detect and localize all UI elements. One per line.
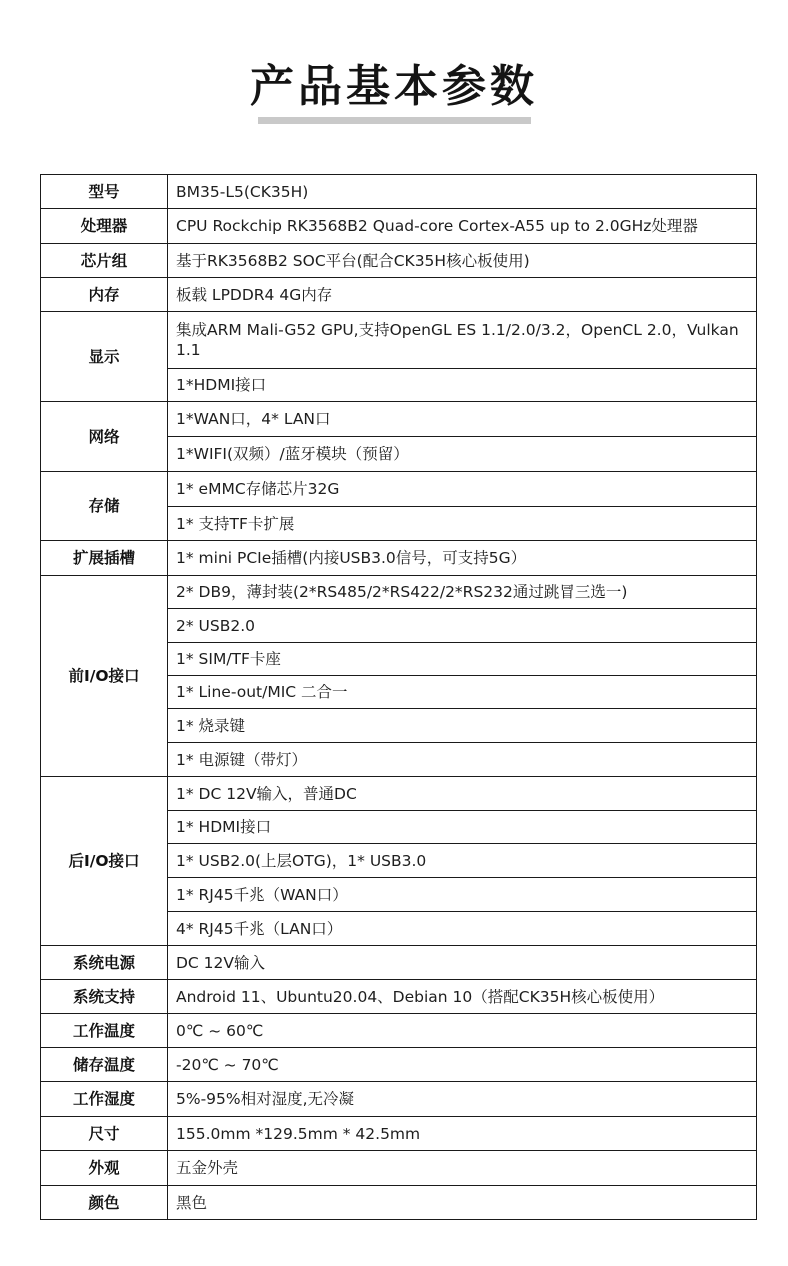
row-value: -20℃ ~ 70℃ (168, 1048, 757, 1082)
row-label: 工作湿度 (41, 1082, 168, 1117)
title-container (0, 58, 788, 116)
row-label: 存储 (41, 472, 168, 541)
table-row (41, 576, 757, 609)
row-value: 集成ARM Mali-G52 GPU,支持OpenGL ES 1.1/2.0/3.2，OpenCL 2.0，Vulkan 1.1 (168, 312, 757, 369)
row-value: 1*WIFI(双频）/蓝牙模块（预留） (168, 437, 757, 472)
row-label: 储存温度 (41, 1048, 168, 1082)
table-row (41, 946, 757, 980)
table-row (41, 1151, 757, 1186)
table-row (41, 1082, 757, 1117)
row-value: Android 11、Ubuntu20.04、Debian 10（搭配CK35H核心板使用） (168, 980, 757, 1014)
table-row (41, 980, 757, 1014)
table-row (41, 175, 757, 209)
row-value: 五金外壳 (168, 1151, 757, 1186)
spec-table (40, 174, 757, 1220)
row-value: 基于RK3568B2 SOC平台(配合CK35H核心板使用) (168, 244, 757, 278)
row-label: 系统支持 (41, 980, 168, 1014)
row-value: 1* 支持TF卡扩展 (168, 507, 757, 541)
row-label: 显示 (41, 312, 168, 402)
row-value: 1* DC 12V输入，普通DC (168, 777, 757, 811)
row-value: 1* RJ45千兆（WAN口） (168, 878, 757, 912)
row-value: DC 12V输入 (168, 946, 757, 980)
row-label: 颜色 (41, 1186, 168, 1220)
row-value: 1* 烧录键 (168, 709, 757, 743)
table-row (41, 1186, 757, 1220)
row-value: 2* USB2.0 (168, 609, 757, 643)
row-label: 系统电源 (41, 946, 168, 980)
table-row (41, 244, 757, 278)
table-row (41, 777, 757, 811)
row-value: 0℃ ~ 60℃ (168, 1014, 757, 1048)
row-value: 1* HDMI接口 (168, 811, 757, 844)
table-row (41, 1014, 757, 1048)
row-label: 后I/O接口 (41, 777, 168, 946)
row-value: CPU Rockchip RK3568B2 Quad-core Cortex-A55 up to 2.0GHz处理器 (168, 209, 757, 244)
row-label: 芯片组 (41, 244, 168, 278)
row-value: 1* SIM/TF卡座 (168, 643, 757, 676)
row-value: 155.0mm *129.5mm * 42.5mm (168, 1117, 757, 1151)
row-value: 1* mini PCIe插槽(内接USB3.0信号，可支持5G） (168, 541, 757, 576)
row-value: 5%-95%相对湿度,无冷凝 (168, 1082, 757, 1117)
page-title: 产品基本参数 (250, 61, 538, 112)
row-label: 工作温度 (41, 1014, 168, 1048)
row-label: 内存 (41, 278, 168, 312)
table-row (41, 312, 757, 369)
row-label: 尺寸 (41, 1117, 168, 1151)
table-row (41, 209, 757, 244)
row-label: 型号 (41, 175, 168, 209)
row-value: 1* 电源键（带灯） (168, 743, 757, 777)
row-value: 2* DB9，薄封装(2*RS485/2*RS422/2*RS232通过跳冒三选一) (168, 576, 757, 609)
table-row (41, 402, 757, 437)
table-row (41, 472, 757, 507)
table-row (41, 1048, 757, 1082)
row-label: 网络 (41, 402, 168, 472)
row-value: 1* USB2.0(上层OTG)，1* USB3.0 (168, 844, 757, 878)
row-value: 1*WAN口，4* LAN口 (168, 402, 757, 437)
row-label: 扩展插槽 (41, 541, 168, 576)
row-label: 外观 (41, 1151, 168, 1186)
row-value: 1* eMMC存储芯片32G (168, 472, 757, 507)
row-value: 1*HDMI接口 (168, 369, 757, 402)
row-value: 4* RJ45千兆（LAN口） (168, 912, 757, 946)
row-value: BM35-L5(CK35H) (168, 175, 757, 209)
row-value: 黑色 (168, 1186, 757, 1220)
row-label: 前I/O接口 (41, 576, 168, 777)
table-row (41, 1117, 757, 1151)
row-label: 处理器 (41, 209, 168, 244)
spec-table-body (41, 175, 757, 1220)
row-value: 板载 LPDDR4 4G内存 (168, 278, 757, 312)
table-row (41, 541, 757, 576)
row-value: 1* Line-out/MIC 二合一 (168, 676, 757, 709)
title-underline (258, 117, 531, 124)
table-row (41, 278, 757, 312)
